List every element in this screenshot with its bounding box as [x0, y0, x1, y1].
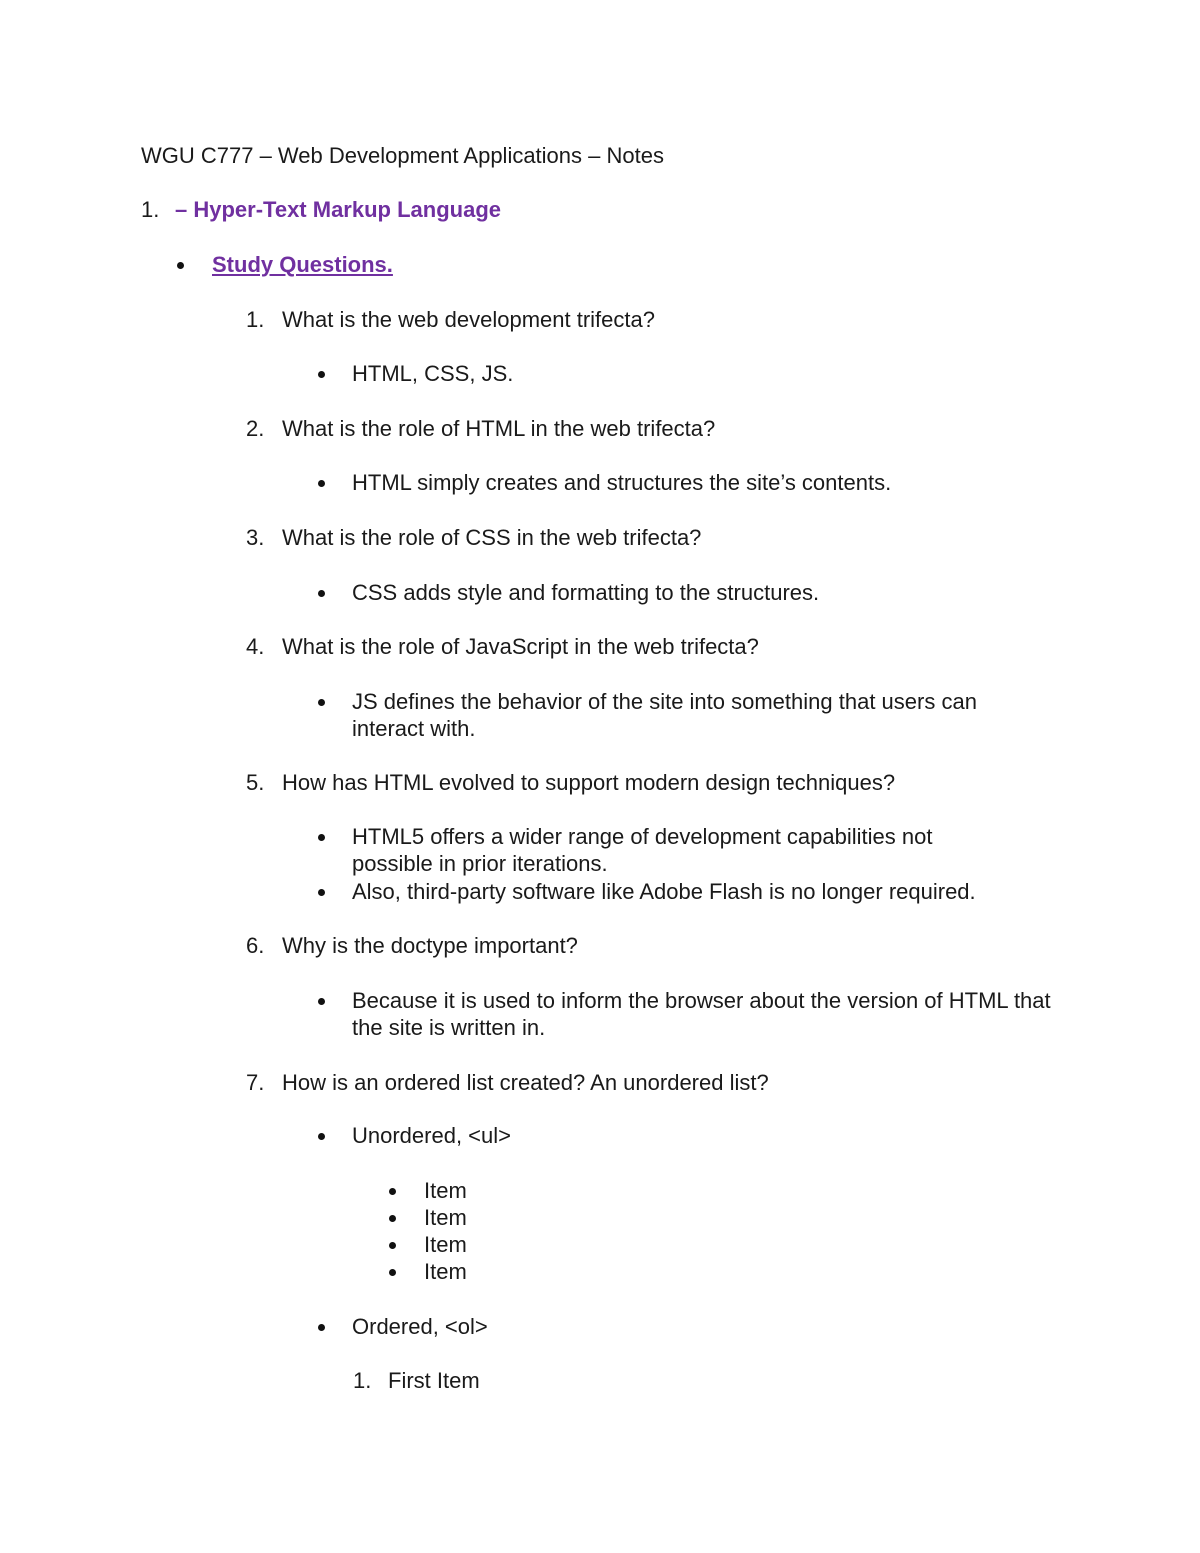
bullet-icon [318, 1133, 325, 1140]
answer-text: HTML simply creates and structures the site’s contents. [352, 470, 892, 495]
question-number: 2. [246, 416, 265, 441]
question-number: 5. [246, 770, 265, 795]
question-number: 1. [246, 307, 265, 332]
bullet-icon [389, 1269, 396, 1276]
bullet-icon [318, 480, 325, 487]
list-item: Item [424, 1205, 467, 1230]
answer-text: Also, third-party software like Adobe Flash is no longer required. [352, 879, 976, 904]
list-item: Item [424, 1232, 467, 1257]
bullet-icon [177, 262, 184, 269]
question-text: What is the role of HTML in the web trifecta? [282, 416, 716, 441]
bullet-icon [318, 699, 325, 706]
bullet-icon [318, 889, 325, 896]
answer-text: Unordered, <ul> [352, 1123, 511, 1148]
answer-text: Ordered, <ol> [352, 1314, 488, 1339]
answer-text: HTML, CSS, JS. [352, 361, 514, 386]
question-text: How has HTML evolved to support modern design techniques? [282, 770, 896, 795]
ordered-item-text: First Item [388, 1368, 480, 1393]
question-text: How is an ordered list created? An unordered list? [282, 1070, 769, 1095]
section-number: 1. [141, 197, 160, 222]
study-questions-heading: Study Questions. [212, 252, 393, 277]
bullet-icon [389, 1242, 396, 1249]
question-text: What is the role of JavaScript in the web trifecta? [282, 634, 759, 659]
bullet-icon [318, 590, 325, 597]
bullet-icon [318, 371, 325, 378]
answer-text: CSS adds style and formatting to the structures. [352, 580, 820, 605]
question-number: 3. [246, 525, 265, 550]
answer-text: JS defines the behavior of the site into something that users can interact with. [352, 689, 977, 741]
question-number: 6. [246, 933, 265, 958]
bullet-icon [318, 1324, 325, 1331]
question-number: 7. [246, 1070, 265, 1095]
bullet-icon [389, 1188, 396, 1195]
question-text: What is the web development trifecta? [282, 307, 655, 332]
bullet-icon [318, 998, 325, 1005]
answer-text: Because it is used to inform the browser about the version of HTML that the site is written in. [352, 988, 1051, 1040]
question-number: 4. [246, 634, 265, 659]
section-heading: – Hyper-Text Markup Language [175, 197, 501, 222]
question-text: What is the role of CSS in the web trifecta? [282, 525, 702, 550]
list-item: Item [424, 1259, 467, 1284]
bullet-icon [318, 834, 325, 841]
document-title: WGU C777 – Web Development Applications – Notes [141, 143, 664, 168]
bullet-icon [389, 1215, 396, 1222]
answer-text: HTML5 offers a wider range of development capabilities not possible in prior iterations. [352, 824, 933, 876]
question-text: Why is the doctype important? [282, 933, 578, 958]
ordered-item-number: 1. [353, 1368, 372, 1393]
list-item: Item [424, 1178, 467, 1203]
